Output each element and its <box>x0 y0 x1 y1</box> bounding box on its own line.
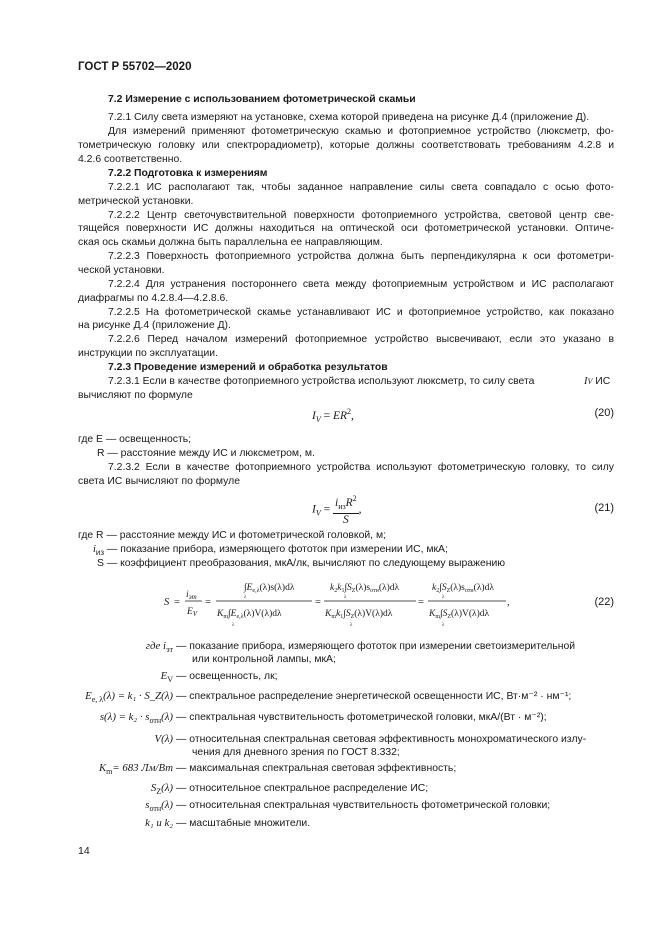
paragraph-line: 4.2.6 соответственно. <box>78 154 183 165</box>
definition-term: где $i_{эт}$ <box>145 640 173 655</box>
svg-text:Km∫SZ(λ)V(λ)dλ: $K_m\int S_Z(\lambda)V(\lambda)d\lambda$ <box>429 609 490 620</box>
paragraph-line-end: IV ИС <box>584 376 611 387</box>
svg-text:,: , <box>507 597 510 608</box>
svg-text:λ: λ <box>244 595 247 600</box>
paragraph-line: 7.2.2.6 Перед началом измерений фотоприемное устройство высвечивают, если это указано в <box>108 334 614 345</box>
svg-text:λ: λ <box>344 595 347 600</box>
svg-text:λ: λ <box>442 595 445 600</box>
paragraph-line: ская ось скамьи должна быть параллельна ее направляющим. <box>78 237 383 248</box>
paragraph-line: света ИС вычисляют по формуле <box>78 476 240 487</box>
equation-number: (20) <box>594 407 614 419</box>
definition-text: — максимальная спектральная световая эффективность; <box>176 763 457 774</box>
svg-text:=: = <box>205 597 211 608</box>
subsection-title: 7.2.2 Подготовка к измерениям <box>108 168 268 179</box>
svg-text:=: = <box>418 597 424 608</box>
formula-22 <box>160 574 540 630</box>
definition-line: R — расстояние между ИС и люксметром, м. <box>97 448 315 459</box>
document-header: ГОСТ Р 55702—2020 <box>78 61 192 73</box>
definition-term: $s(\lambda) = k_2 \cdot s_{отн}(\lambda)$ <box>99 711 173 726</box>
page-number: 14 <box>78 845 90 857</box>
paragraph-line: 7.2.1 Силу света измеряют на установке, схема которой приведена на рисунке Д.4 (приложение Д). <box>108 112 590 123</box>
svg-text:k2k1∫SZ(λ)sотн(λ)dλ: $k_2k_1\int S_Z(\lambda)s_{отн}(\lambda)d\lambda$ <box>330 583 400 594</box>
definition-term: $E_V$ <box>160 670 173 685</box>
paragraph-line: ческой установки. <box>78 265 165 276</box>
paragraph-line: вычисляют по формуле <box>78 390 193 401</box>
definition-term: $E_{e, \lambda}(\lambda) = k_1$ · S_Z(λ) <box>85 690 173 705</box>
definition-line: $i_{из}$ — показание прибора, измеряющего фототок при измерении ИС, мкА; <box>93 544 448 558</box>
paragraph-line: тометрическую головку или спектрорадиометр), которые должны соответствовать требованиям 4.2.8 и <box>78 140 614 151</box>
paragraph-line: 7.2.3.2 Если в качестве фотоприемного устройства используют фотометрическую головку, то силу <box>108 462 614 473</box>
svg-text:iэт: $i_{эт}$ <box>186 590 197 601</box>
paragraph-line: Для измерений применяют фотометрическую скамью и фотоприемное устройство (люксметр, фо- <box>108 126 614 137</box>
paragraph-line: 7.2.2.2 Центр светочувствительной поверхности фотоприемного устройства, световой центр све- <box>108 210 614 221</box>
definition-line: где R — расстояние между ИС и фотометрической головкой, м; <box>78 530 386 541</box>
definition-text: — относительная спектральная чувствительность фотометрической головки; <box>176 800 551 811</box>
paragraph-line: метрической установки. <box>78 196 194 207</box>
paragraph-line: инструкции по эксплуатации. <box>78 348 218 359</box>
formula-20: $I_V = ER^2$, <box>312 407 354 425</box>
definition-term: k₁ и k₂ <box>145 817 173 829</box>
definition-text: — масштабные множители. <box>176 818 311 829</box>
definition-text: — спектральная чувствительность фотометрической головки, мкА/(Вт · м⁻²); <box>176 712 547 723</box>
equation-number: (22) <box>594 596 614 608</box>
svg-text:λ: λ <box>442 623 445 628</box>
definition-line: где E — освещенность; <box>78 434 192 445</box>
paragraph-line: 7.2.2.1 ИС располагают так, чтобы заданное направление силы света совпадало с осью фото- <box>108 182 614 193</box>
section-title: 7.2 Измерение с использованием фотометрической скамьи <box>108 94 416 105</box>
paragraph-line: на рисунке Д.4 (приложение Д). <box>78 320 231 331</box>
paragraph-line: диафрагмы по 4.2.8.4—4.2.8.6. <box>78 293 229 304</box>
svg-text:Km∫Ee,λ(λ)V(λ)dλ: $K_m\int E_{e,\lambda}(\lambda)V(\lambda)d\lambda$ <box>217 609 282 620</box>
definition-text: — спектральное распределение энергетической освещенности ИС, Вт·м⁻² · нм⁻¹; <box>176 691 572 702</box>
definition-text: — освещенность, лк; <box>176 671 278 682</box>
svg-text:k2∫SZ(λ)sотн(λ)dλ: $k_2\int S_Z(\lambda)s_{отн}(\lambda)d\lambda$ <box>432 583 494 594</box>
svg-text:∫Ee,λ(λ)s(λ)dλ: $\int E_{e,\lambda}(\lambda)s(\lambda)d\lambda$ <box>244 583 295 594</box>
definition-term: $S_Z(\lambda)$ <box>150 782 173 797</box>
svg-text:=: = <box>315 597 321 608</box>
definition-text: — относительное спектральное распределение ИС; <box>176 783 429 794</box>
definition-term: V(λ) <box>154 733 173 745</box>
equation-number: (21) <box>594 502 614 514</box>
svg-text:λ: λ <box>232 623 235 628</box>
definition-term: $s_{отн}(\lambda)$ <box>145 799 173 814</box>
paragraph-line: 7.2.2.5 На фотометрической скамье устанавливают ИС и фотоприемное устройство, как показано <box>108 307 614 318</box>
formula-21: $I_V$ = $\frac{i_{из}R^2}{S}$ , <box>312 494 362 527</box>
svg-text:S: S <box>164 597 170 608</box>
definition-text: — показание прибора, измеряющего фототок при измерении светоизмерительной или контрольной лампы, мкА; <box>176 641 576 666</box>
paragraph-line: 7.2.2.3 Поверхность фотоприемного устройства должна быть перпендикулярна к оси фотометри- <box>108 251 614 262</box>
svg-text:λ: λ <box>350 623 353 628</box>
paragraph-line: тящейся поверхности ИС должны находиться на оптической оси фотометрической установки. Оптиче- <box>78 223 614 234</box>
svg-text:=: = <box>174 597 180 608</box>
subsection-title: 7.2.3 Проведение измерений и обработка результатов <box>108 362 388 373</box>
svg-text:Kmk1∫SZ(λ)V(λ)dλ: $K_mk_1\int S_Z(\lambda)V(\lambda)d\lambda$ <box>325 609 393 620</box>
paragraph-line: 7.2.2.4 Для устранения постороннего света между фотоприемным устройством и ИС располагают <box>108 279 614 290</box>
paragraph-line: 7.2.3.1 Если в качестве фотоприемного устройства используют люксметр, то силу света <box>108 376 535 387</box>
definition-line: S — коэффициент преобразования, мкА/лк, вычисляют по следующему выражению <box>97 558 506 569</box>
svg-text:EV: $E_V$ <box>187 607 198 618</box>
definition-term: $K_m= 683$ Лм/Вт <box>98 762 173 777</box>
definition-text: — относительная спектральная световая эффективность монохроматического излу- чения для дневного зрения по ГОСТ 8.332; <box>176 734 587 759</box>
